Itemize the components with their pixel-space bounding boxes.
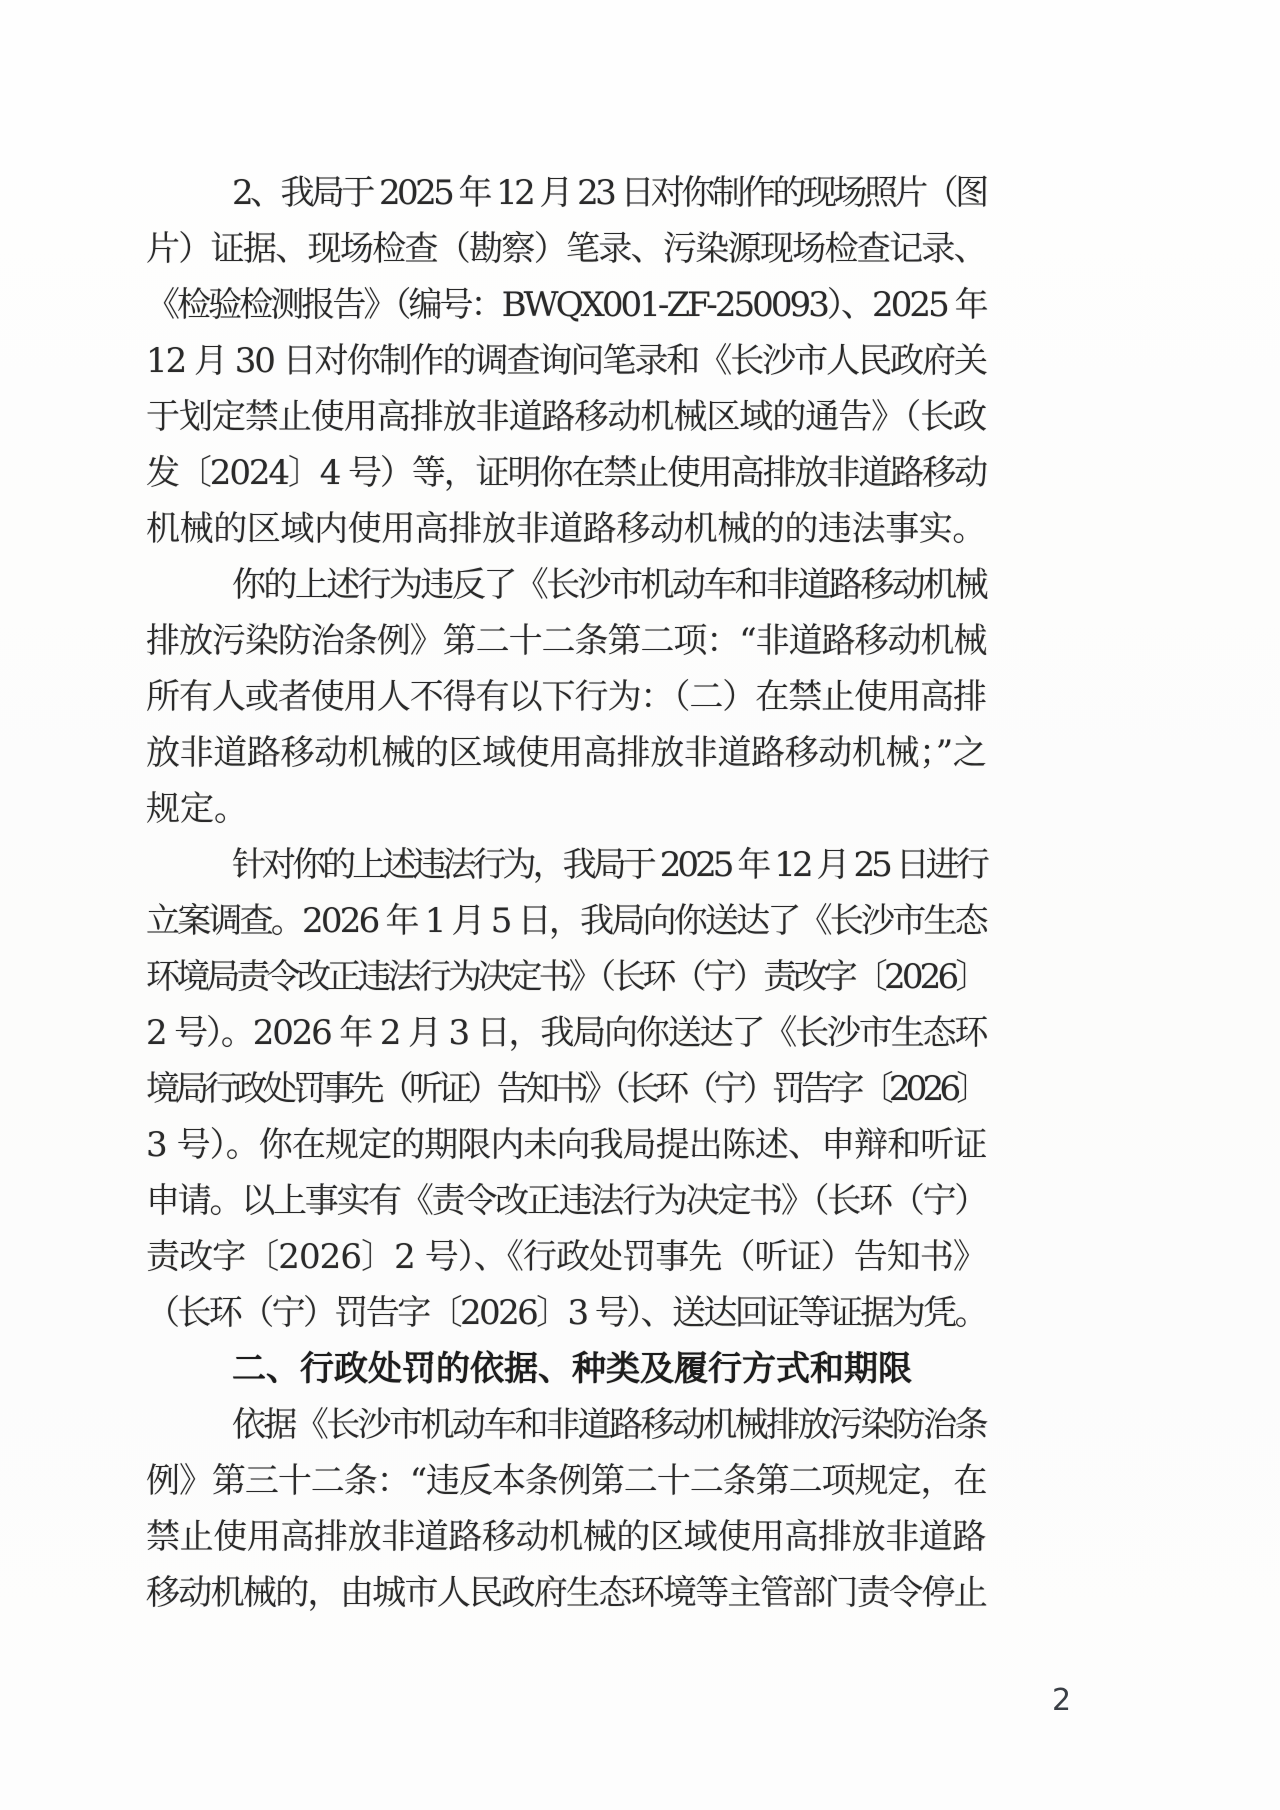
text-line: 你的上述行为违反了《长沙市机动车和非道路移动机械 (232, 565, 986, 605)
text-line: 责改字〔2026〕2 号）、《行政处罚事先（听证）告知书》 (146, 1237, 986, 1277)
text-line: 所有人或者使用人不得有以下行为：（二）在禁止使用高排 (146, 677, 986, 717)
page-number: 2 (1052, 1683, 1072, 1718)
text-line: 于划定禁止使用高排放非道路移动机械区域的通告》（长政 (146, 397, 986, 437)
text-line: 放非道路移动机械的区域使用高排放非道路移动机械；”之 (146, 733, 987, 773)
text-line: 12 月 30 日对你制作的调查询问笔录和《长沙市人民政府关 (146, 341, 986, 381)
text-line: 境局行政处罚事先（听证）告知书》（长环（宁）罚告字〔2026〕 (146, 1069, 986, 1109)
text-line: 例》第三十二条：“违反本条例第二十二条第二项规定，在 (146, 1461, 987, 1501)
text-line: 移动机械的，由城市人民政府生态环境等主管部门责令停止 (146, 1573, 986, 1613)
text-line: 《检验检测报告》（编号：BWQX001-ZF-250093）、2025 年 (146, 285, 986, 325)
section-heading: 二、行政处罚的依据、种类及履行方式和期限 (232, 1349, 912, 1389)
text-line: （长环（宁）罚告字〔2026〕3 号）、送达回证等证据为凭。 (146, 1293, 986, 1333)
text-line: 3 号）。你在规定的期限内未向我局提出陈述、申辩和听证 (146, 1125, 987, 1165)
text-line: 机械的区域内使用高排放非道路移动机械的的违法事实。 (146, 509, 986, 549)
text-line: 片）证据、现场检查（勘察）笔录、污染源现场检查记录、 (146, 229, 986, 269)
text-line: 依据《长沙市机动车和非道路移动机械排放污染防治条 (232, 1405, 986, 1445)
text-line: 2、我局于 2025 年 12 月 23 日对你制作的现场照片（图 (232, 173, 986, 213)
document-body (146, 165, 986, 1621)
text-line: 立案调查。2026 年 1 月 5 日，我局向你送达了《长沙市生态 (146, 901, 986, 941)
text-line: 禁止使用高排放非道路移动机械的区域使用高排放非道路 (146, 1517, 986, 1557)
text-line: 环境局责令改正违法行为决定书》（长环（宁）责改字〔2026〕 (146, 957, 986, 997)
text-line: 规定。 (146, 789, 248, 829)
text-line: 2 号）。2026 年 2 月 3 日，我局向你送达了《长沙市生态环 (146, 1013, 987, 1053)
text-line: 发〔2024〕4 号）等，证明你在禁止使用高排放非道路移动 (146, 453, 986, 493)
text-line: 申请。以上事实有《责令改正违法行为决定书》（长环（宁） (146, 1181, 986, 1221)
text-line: 针对你的上述违法行为，我局于 2025 年 12 月 25 日进行 (232, 845, 986, 885)
text-line: 排放污染防治条例》第二十二条第二项：“非道路移动机械 (146, 621, 987, 661)
